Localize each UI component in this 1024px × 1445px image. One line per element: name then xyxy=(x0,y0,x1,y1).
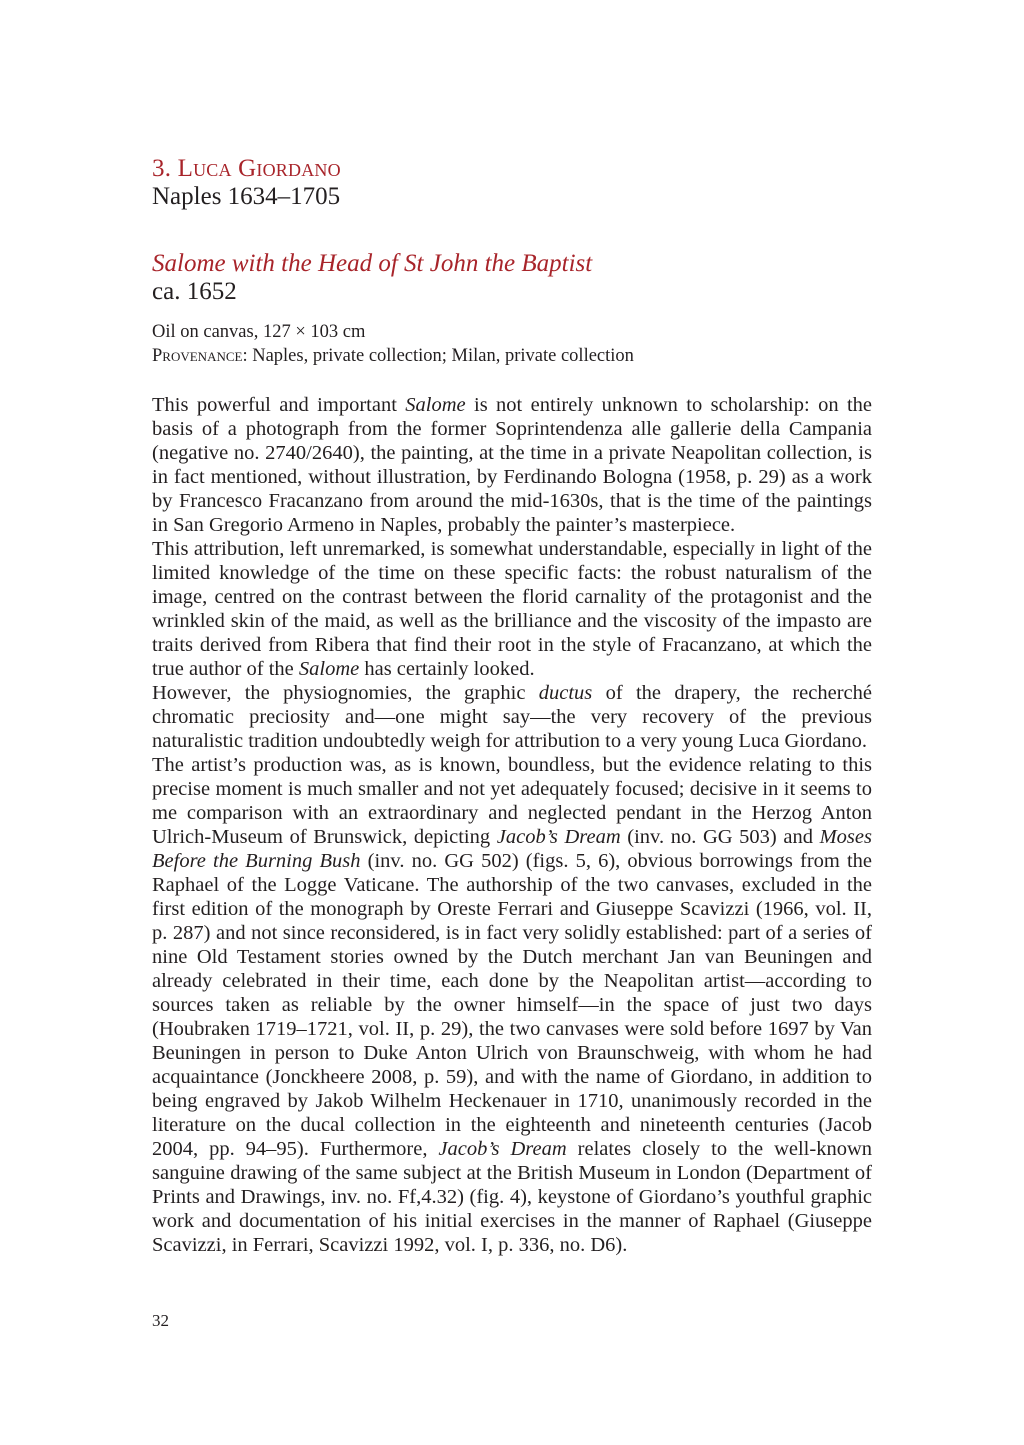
text-run: However, the physiognomies, the graphic xyxy=(152,682,539,704)
italic-title: Jacob’s Dream xyxy=(496,826,621,848)
catalogue-entry xyxy=(152,155,872,1257)
text-run: This attribution, left unremarked, is somewhat understandable, especially in light of the limited knowledge of the time on these specific facts: the robust naturalism of the image, centred on the contrast between the florid carnality of the protagonist and the wrinkled skin of the maid, as well as the brilliance and the viscosity of the impasto are traits derived from Ribera that find their root in the style of Fracanzano, at which the true author of the xyxy=(152,538,872,680)
essay-body xyxy=(152,393,872,1257)
italic-term: ductus xyxy=(538,682,593,704)
text-run: (inv. no. GG 503) and xyxy=(620,826,820,848)
italic-title: Salome xyxy=(298,658,360,680)
entry-number: 3. xyxy=(152,155,172,182)
text-run: This powerful and important xyxy=(152,394,406,416)
paragraph-3 xyxy=(152,681,872,753)
paragraph-4 xyxy=(152,753,872,1257)
artist-first-name: Luca xyxy=(177,155,232,182)
provenance-label: Provenance: xyxy=(152,346,248,366)
text-run: is not entirely unknown to scholarship: on the basis of a photograph from the former Soprintendenza alle gallerie della Campania (negative no. 2740/2640), the painting, at the time in a private Neapolitan collection, is in fact mentioned, without illustration, by Ferdinando Bologna (1958, p. 29) as a work by Francesco Fracanzano from around the mid-1630s, that is the time of the paintings in San Gregorio Armeno in Naples, probably the painter’s masterpiece. xyxy=(152,394,872,536)
italic-title: Jacob’s Dream xyxy=(438,1138,567,1160)
provenance-value: Naples, private collection; Milan, private collection xyxy=(252,346,634,366)
page-number: 32 xyxy=(152,1311,169,1330)
work-title: Salome with the Head of St John the Baptist xyxy=(152,250,593,277)
artist-origin-dates: Naples 1634–1705 xyxy=(152,183,341,210)
italic-title: Salome xyxy=(405,394,466,416)
text-run: The artist’s production was, as is known, boundless, but the evidence relating to this precise moment is much smaller and not yet adequately focused; decisive in it seems to me comparison with an extraordinary and neglected pendant in the Herzog Anton Ulrich-Museum of Brunswick, depicting xyxy=(152,754,872,848)
artist-last-name: Giordano xyxy=(238,155,341,182)
work-provenance xyxy=(152,344,872,368)
text-run: relates closely to the well-known sanguine drawing of the same subject at the British Museum in London (Department of Prints and Drawings, inv. no. Ff,4.32) (fig. 4), keystone of Giordano’s youthful graphic work and documentation of his initial exercises in the manner of Raphael (Giuseppe Scavizzi, in Ferrari, Scavizzi 1992, vol. I, p. 336, no. D6). xyxy=(152,1138,872,1256)
italic-title: Moses Before the Burning Bush xyxy=(152,826,872,872)
work-metadata xyxy=(152,320,872,368)
text-run: has certainly looked. xyxy=(359,658,535,680)
work-medium: Oil on canvas, 127 × 103 cm xyxy=(152,322,366,342)
paragraph-1 xyxy=(152,393,872,537)
entry-heading xyxy=(152,155,872,183)
text-run: (inv. no. GG 502) (figs. 5, 6), obvious borrowings from the Raphael of the Logge Vaticane. The authorship of the two canvases, excluded in the first edition of the monograph by Oreste Ferrari and Giuseppe Scavizzi (1966, vol. II, p. 287) and not since reconsidered, is in fact very solidly established: part of a series of nine Old Testament stories owned by the Dutch merchant Jan van Beuningen and already celebrated in their time, each done by the Neapolitan artist—according to sources taken as reliable by the owner himself—in the space of just two days (Houbraken 1719–1721, vol. II, p. 29), the two canvases were sold before 1697 by Van Beuningen in person to Duke Anton Ulrich von Braunschweig, with whom he had acquaintance (Jonckheere 2008, p. 59), and with the name of Giordano, in addition to being engraved by Jakob Wilhelm Heckenauer in 1710, unanimously recorded in the literature on the ducal collection in the eighteenth and nineteenth centuries (Jacob 2004, pp. 94–95). Furthermore, xyxy=(152,850,873,1160)
paragraph-2 xyxy=(152,537,872,681)
work-date: ca. 1652 xyxy=(152,278,237,305)
text-run: of the drapery, the recherché chromatic preciosity and—one might say—the very recovery of the previous naturalistic tradition undoubtedly weigh for attribution to a very young Luca Giordano. xyxy=(152,682,872,752)
